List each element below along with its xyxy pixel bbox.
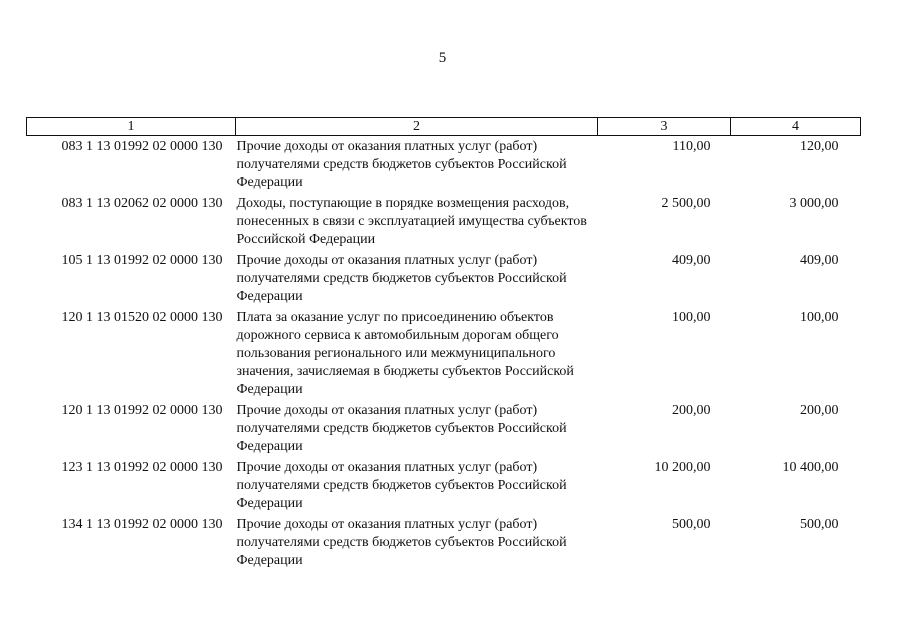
- revenue-name: Прочие доходы от оказания платных услуг (работ) получателями средств бюджетов субъектов Российской Федерации: [236, 253, 567, 304]
- table-row: [27, 402, 861, 459]
- page-number: 5: [438, 50, 447, 66]
- table-row: [27, 252, 861, 309]
- header-col-3: 3: [598, 118, 731, 136]
- amount-col-4: 500,00: [800, 517, 839, 532]
- revenue-code: 120 1 13 01520 02 0000 130: [61, 310, 223, 325]
- amount-col-3: 10 200,00: [654, 460, 711, 475]
- table-row: [27, 459, 861, 516]
- revenue-code: 123 1 13 01992 02 0000 130: [61, 460, 223, 475]
- revenue-code: 120 1 13 01992 02 0000 130: [61, 403, 223, 418]
- revenue-name: Плата за оказание услуг по присоединению объектов дорожного сервиса к автомобильным дорогам общего пользования регионального или межмуниципального значения, зачисляемая в бюджеты субъектов Российской Федерации: [236, 310, 574, 397]
- amount-col-4: 120,00: [800, 139, 839, 154]
- table-row: [27, 309, 861, 402]
- header-col-2: 2: [236, 118, 598, 136]
- table-row: [27, 516, 861, 573]
- table-header: [27, 118, 861, 136]
- table-row: [27, 136, 861, 196]
- table-row: [27, 195, 861, 252]
- revenue-code: 105 1 13 01992 02 0000 130: [61, 253, 223, 268]
- amount-col-3: 2 500,00: [661, 196, 711, 211]
- header-col-4: 4: [731, 118, 861, 136]
- amount-col-4: 100,00: [800, 310, 839, 325]
- revenue-name: Доходы, поступающие в порядке возмещения расходов, понесенных в связи с эксплуатацией имущества субъектов Российской Федерации: [236, 196, 587, 247]
- revenue-name: Прочие доходы от оказания платных услуг (работ) получателями средств бюджетов субъектов Российской Федерации: [236, 517, 567, 568]
- amount-col-4: 3 000,00: [789, 196, 839, 211]
- amount-col-3: 409,00: [672, 253, 711, 268]
- revenue-name: Прочие доходы от оказания платных услуг (работ) получателями средств бюджетов субъектов Российской Федерации: [236, 403, 567, 454]
- amount-col-3: 100,00: [672, 310, 711, 325]
- revenue-table: [26, 117, 861, 573]
- revenue-code: 083 1 13 01992 02 0000 130: [61, 139, 223, 154]
- revenue-code: 134 1 13 01992 02 0000 130: [61, 517, 223, 532]
- revenue-name: Прочие доходы от оказания платных услуг (работ) получателями средств бюджетов субъектов Российской Федерации: [236, 460, 567, 511]
- amount-col-4: 409,00: [800, 253, 839, 268]
- amount-col-3: 110,00: [672, 139, 711, 154]
- table-header-row: [27, 118, 861, 136]
- amount-col-3: 200,00: [672, 403, 711, 418]
- amount-col-4: 200,00: [800, 403, 839, 418]
- revenue-code: 083 1 13 02062 02 0000 130: [61, 196, 223, 211]
- table-body: [27, 136, 861, 574]
- amount-col-4: 10 400,00: [782, 460, 839, 475]
- revenue-name: Прочие доходы от оказания платных услуг (работ) получателями средств бюджетов субъектов Российской Федерации: [236, 139, 567, 190]
- amount-col-3: 500,00: [672, 517, 711, 532]
- header-col-1: 1: [27, 118, 236, 136]
